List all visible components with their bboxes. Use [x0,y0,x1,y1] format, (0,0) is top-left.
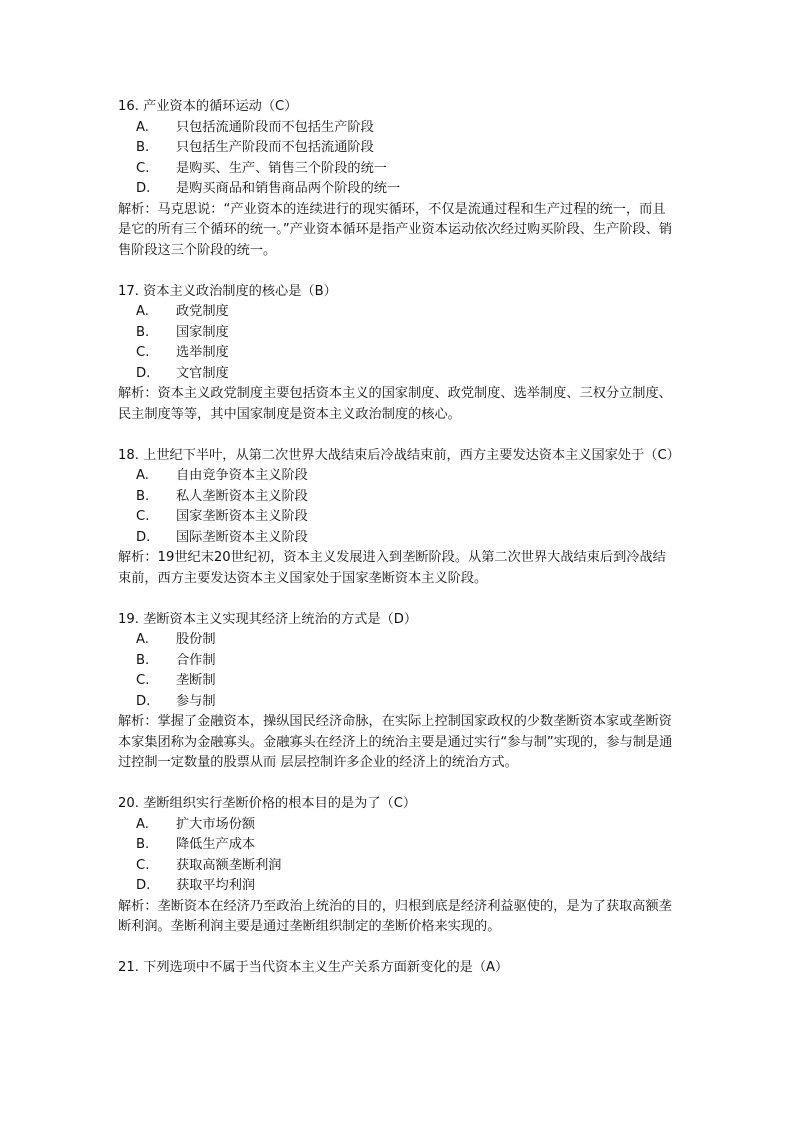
option-c [118,343,678,364]
option-letter: A. [136,304,149,319]
analysis-text: 解析：垄断资本在经济乃至政治上统治的目的，归根到底是经济利益驱使的，是为了获取高额垄断利润。垄断利润主要是通过垄断组织制定的垄断价格来实现的。 [118,898,672,934]
option-letter: C. [136,160,150,176]
option-b [118,835,678,856]
option-a [118,630,678,651]
option-b [118,323,678,344]
option-letter: D. [136,693,151,709]
option-d [118,364,678,385]
option-text: 国家制度 [176,324,229,340]
option-letter: C. [136,673,150,688]
option-letter: D. [136,878,151,893]
option-text: 垄断制 [176,673,216,688]
option-text: 是购买、生产、销售三个阶段的统一 [176,160,387,176]
option-a [118,466,678,487]
question-17 [118,282,678,426]
analysis-text: 解析：掌握了金融资本，操纵国民经济命脉，在实际上控制国家政权的少数垄断资本家或垄断资本家集团称为金融寡头。金融寡头在经济上的统治主要是通过实行“参与制”实现的，参与制是通过控制一定数量的股票从而 层层控制许多企业的经济上的统治方式。 [118,714,673,770]
option-text: 合作制 [176,652,216,668]
option-c [118,671,678,692]
option-letter: D. [136,365,151,381]
option-letter: B. [136,488,150,504]
option-d [118,876,678,897]
option-text: 扩大市场份额 [176,816,256,832]
option-text: 政党制度 [176,304,229,319]
option-text: 只包括生产阶段而不包括流通阶段 [176,140,374,155]
option-a [118,815,678,836]
option-letter: A. [136,468,149,483]
question-20 [118,794,678,938]
option-letter: C. [136,857,150,873]
option-b [118,487,678,508]
question-16 [118,97,678,261]
question-title: 18. 上世纪下半叶，从第二次世界大战结束后冷战结束前，西方主要发达资本主义国家处于（C） [118,447,680,463]
question-title: 20. 垄断组织实行垄断价格的根本目的是为了（C） [118,796,417,811]
option-text: 私人垄断资本主义阶段 [176,488,308,504]
analysis-text: 解析：马克思说：“产业资本的连续进行的现实循环，不仅是流通过程和生产过程的统一，而且是它的所有三个循环的统一。”产业资本循环是指产业资本运动依次经过购买阶段、生产阶段、销售阶段这三个阶段的统一。 [118,201,673,258]
question-title: 17. 资本主义政治制度的核心是（B） [118,283,337,299]
option-letter: C. [136,509,150,524]
option-letter: C. [136,345,150,360]
option-a [118,302,678,323]
option-c [118,507,678,528]
analysis-text: 解析：19世纪末20世纪初，资本主义发展进入到垄断阶段。从第二次世界大战结束后到冷战结束前，西方主要发达资本主义国家处于国家垄断资本主义阶段。 [118,550,666,586]
question-18 [118,446,678,590]
option-text: 降低生产成本 [176,837,256,852]
option-text: 股份制 [176,632,216,647]
option-text: 获取平均利润 [176,878,256,893]
option-letter: A. [136,816,149,832]
option-text: 只包括流通阶段而不包括生产阶段 [176,119,374,135]
option-letter: B. [136,140,150,155]
option-text: 自由竞争资本主义阶段 [176,468,308,483]
option-text: 参与制 [176,693,216,709]
option-c [118,159,678,180]
question-title: 16. 产业资本的循环运动（C） [118,99,298,114]
option-d [118,179,678,200]
option-d [118,528,678,549]
option-text: 获取高额垄断利润 [176,857,282,873]
option-a [118,118,678,139]
option-text: 国际垄断资本主义阶段 [176,529,308,545]
option-d [118,692,678,713]
option-letter: A. [136,119,149,135]
option-letter: D. [136,529,151,545]
option-b [118,651,678,672]
option-text: 文官制度 [176,365,229,381]
question-21 [118,958,678,979]
question-title: 21. 下列选项中不属于当代资本主义生产关系方面新变化的是（A） [118,960,509,975]
option-letter: D. [136,181,151,196]
option-b [118,138,678,159]
option-letter: B. [136,837,150,852]
option-text: 是购买商品和销售商品两个阶段的统一 [176,181,401,196]
option-letter: B. [136,324,150,340]
option-text: 国家垄断资本主义阶段 [176,509,308,524]
option-text: 选举制度 [176,345,229,360]
question-title: 19. 垄断资本主义实现其经济上统治的方式是（D） [118,611,418,627]
option-letter: A. [136,632,149,647]
question-19 [118,610,678,774]
option-c [118,856,678,877]
document-page [118,97,678,999]
option-letter: B. [136,652,150,668]
analysis-text: 解析：资本主义政党制度主要包括资本主义的国家制度、政党制度、选举制度、三权分立制度、民主制度等等，其中国家制度是资本主义政治制度的核心。 [118,386,672,422]
